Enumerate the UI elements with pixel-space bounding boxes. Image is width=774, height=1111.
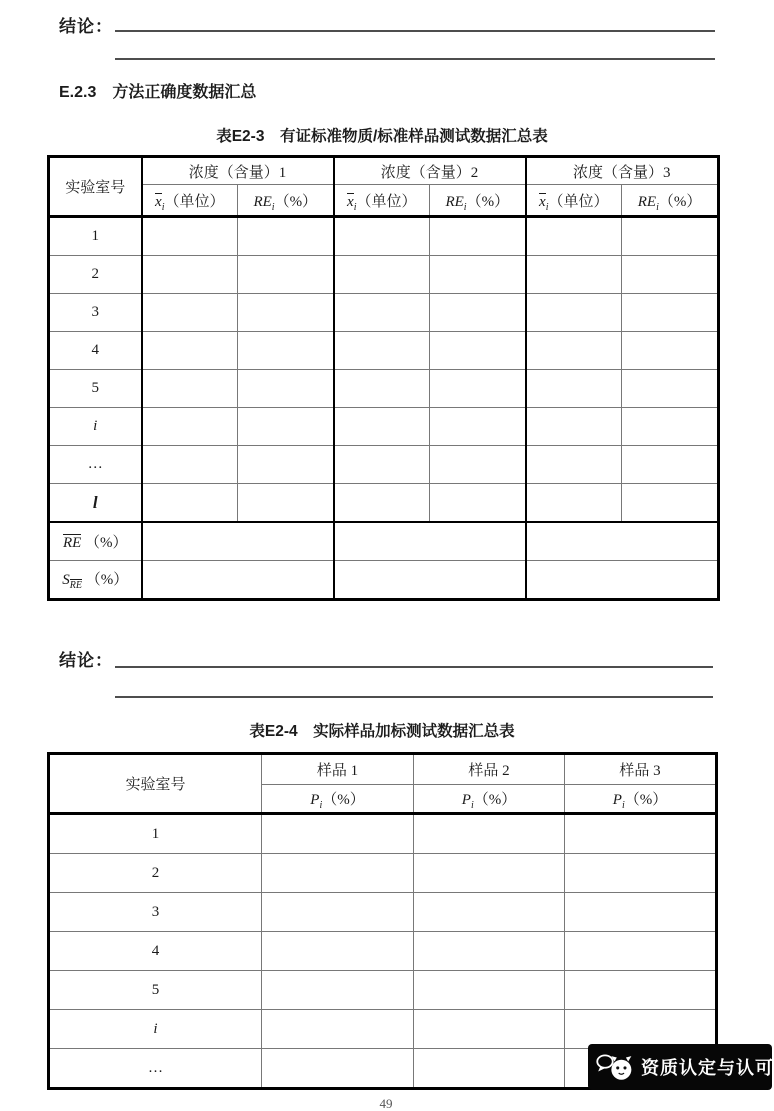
- empty-cell: [334, 522, 526, 561]
- empty-cell: [334, 217, 430, 256]
- empty-cell: [622, 408, 719, 446]
- sample-header-2: 样品 2: [414, 754, 565, 785]
- empty-cell: [414, 932, 565, 971]
- empty-cell: [622, 294, 719, 332]
- empty-cell: [142, 370, 238, 408]
- empty-cell: [526, 561, 719, 600]
- table-row: [49, 1010, 717, 1049]
- empty-cell: [430, 408, 526, 446]
- empty-cell: [430, 370, 526, 408]
- empty-cell: [622, 446, 719, 484]
- empty-cell: [565, 854, 717, 893]
- empty-cell: [565, 971, 717, 1010]
- empty-cell: [142, 446, 238, 484]
- empty-cell: [142, 408, 238, 446]
- empty-cell: [622, 256, 719, 294]
- empty-cell: [430, 294, 526, 332]
- empty-cell: [565, 814, 717, 854]
- row-label: 4: [49, 332, 142, 370]
- empty-cell: [238, 332, 334, 370]
- section-heading: E.2.3 方法正确度数据汇总: [59, 84, 257, 101]
- empty-cell: [142, 484, 238, 523]
- watermark-logo-icon: [595, 1052, 635, 1082]
- table-e2-4-title: 表E2-4 实际样品加标测试数据汇总表: [249, 723, 515, 740]
- empty-cell: [622, 332, 719, 370]
- table-row: [49, 932, 717, 971]
- row-label: 2: [49, 256, 142, 294]
- xbar-subheader: $x_i$（单位）: [142, 185, 238, 217]
- empty-cell: [526, 217, 622, 256]
- table-e2-3-title: 表E2-3 有证标准物质/标准样品测试数据汇总表: [216, 128, 548, 145]
- empty-cell: [262, 1049, 414, 1089]
- empty-cell: [238, 370, 334, 408]
- empty-cell: [622, 217, 719, 256]
- row-label: i: [49, 1010, 262, 1049]
- empty-cell: [414, 1049, 565, 1089]
- sample-header-3: 样品 3: [565, 754, 717, 785]
- table-row: [49, 370, 719, 408]
- summary-row: [49, 522, 719, 561]
- empty-cell: [414, 814, 565, 854]
- table-row: [49, 408, 719, 446]
- lab-column-header: 实验室号: [49, 754, 262, 814]
- empty-cell: [334, 446, 430, 484]
- summary-row: [49, 561, 719, 600]
- table-row: [49, 217, 719, 256]
- empty-cell: [430, 332, 526, 370]
- empty-cell: [334, 408, 430, 446]
- group-header-2: 浓度（含量）2: [334, 157, 526, 185]
- row-label: 5: [49, 971, 262, 1010]
- empty-cell: [526, 446, 622, 484]
- table-row: [49, 446, 719, 484]
- empty-cell: [526, 332, 622, 370]
- empty-cell: [262, 893, 414, 932]
- empty-cell: [142, 256, 238, 294]
- page-number-clipped: 49: [379, 1096, 393, 1111]
- p-subheader: $P_i(\%)$: [414, 785, 565, 814]
- re-subheader: $RE_i(\%)$: [430, 185, 526, 217]
- empty-cell: [430, 217, 526, 256]
- empty-cell: [142, 332, 238, 370]
- empty-cell: [142, 561, 334, 600]
- row-label: 3: [49, 893, 262, 932]
- empty-cell: [238, 217, 334, 256]
- re-mean-symbol: RE: [62, 535, 82, 551]
- s-re-subscript: RE: [69, 579, 82, 591]
- re-subheader: $RE_i(\%)$: [622, 185, 719, 217]
- empty-cell: [414, 854, 565, 893]
- empty-cell: [238, 256, 334, 294]
- empty-cell: [430, 484, 526, 523]
- row-label: …: [49, 446, 142, 484]
- conclusion-label: 结论：: [59, 17, 113, 36]
- row-label: 1: [49, 814, 262, 854]
- empty-cell: [414, 1010, 565, 1049]
- empty-cell: [142, 217, 238, 256]
- empty-cell: [526, 256, 622, 294]
- row-label: 1: [49, 217, 142, 256]
- empty-cell: [414, 893, 565, 932]
- empty-cell: [526, 522, 719, 561]
- table-row: [49, 256, 719, 294]
- empty-cell: [565, 893, 717, 932]
- empty-cell: [262, 932, 414, 971]
- row-label: 3: [49, 294, 142, 332]
- xbar-symbol: x: [347, 193, 354, 210]
- empty-cell: [238, 408, 334, 446]
- xbar-symbol: x: [155, 193, 162, 210]
- row-label: i: [49, 408, 142, 446]
- xbar-subheader: $x_i$（单位）: [334, 185, 430, 217]
- sample-header-1: 样品 1: [262, 754, 414, 785]
- empty-cell: [334, 294, 430, 332]
- empty-cell: [262, 854, 414, 893]
- p-subheader: $P_i(\%)$: [262, 785, 414, 814]
- empty-cell: [414, 971, 565, 1010]
- group-header-1: 浓度（含量）1: [142, 157, 334, 185]
- empty-cell: [526, 294, 622, 332]
- xbar-symbol: x: [539, 193, 546, 210]
- empty-cell: [238, 446, 334, 484]
- empty-cell: [622, 484, 719, 523]
- empty-cell: [334, 561, 526, 600]
- re-subheader: $RE_i(\%)$: [238, 185, 334, 217]
- table-e2-3: [47, 155, 720, 601]
- table-row: [49, 332, 719, 370]
- empty-cell: [565, 1010, 717, 1049]
- empty-cell: [262, 971, 414, 1010]
- conclusion-blank-line-2: [115, 58, 715, 60]
- table-row: [49, 893, 717, 932]
- empty-cell: [262, 814, 414, 854]
- conclusion-blank-line-2: [115, 696, 713, 698]
- empty-cell: [334, 332, 430, 370]
- empty-cell: [526, 408, 622, 446]
- table-row: [49, 484, 719, 523]
- empty-cell: [526, 370, 622, 408]
- empty-cell: [334, 370, 430, 408]
- row-label: 4: [49, 932, 262, 971]
- row-label: …: [49, 1049, 262, 1089]
- empty-cell: [238, 484, 334, 523]
- row-label: 5: [49, 370, 142, 408]
- watermark-badge: [588, 1044, 772, 1090]
- row-label: 2: [49, 854, 262, 893]
- empty-cell: [430, 446, 526, 484]
- p-subheader: $P_i(\%)$: [565, 785, 717, 814]
- row-label: l: [49, 484, 142, 523]
- empty-cell: [142, 294, 238, 332]
- conclusion-label: 结论：: [59, 651, 113, 670]
- empty-cell: [142, 522, 334, 561]
- group-header-3: 浓度（含量）3: [526, 157, 719, 185]
- empty-cell: [334, 484, 430, 523]
- lab-column-header: 实验室号: [49, 157, 142, 217]
- conclusion-blank-line-1: [115, 30, 715, 32]
- xbar-subheader: $x_i$（单位）: [526, 185, 622, 217]
- table-e2-4: [47, 752, 718, 1090]
- s-re-row-label: $S_{RE}$ （%）: [49, 561, 142, 600]
- empty-cell: [622, 370, 719, 408]
- empty-cell: [526, 484, 622, 523]
- re-mean-row-label: RE （%）: [49, 522, 142, 561]
- empty-cell: [565, 932, 717, 971]
- table-row: [49, 294, 719, 332]
- empty-cell: [430, 256, 526, 294]
- empty-cell: [334, 256, 430, 294]
- watermark-text: 资质认定与认可: [641, 1058, 774, 1078]
- conclusion-blank-line-1: [115, 666, 713, 668]
- table-row: [49, 854, 717, 893]
- empty-cell: [262, 1010, 414, 1049]
- table-row: [49, 971, 717, 1010]
- table-row: [49, 814, 717, 854]
- empty-cell: [238, 294, 334, 332]
